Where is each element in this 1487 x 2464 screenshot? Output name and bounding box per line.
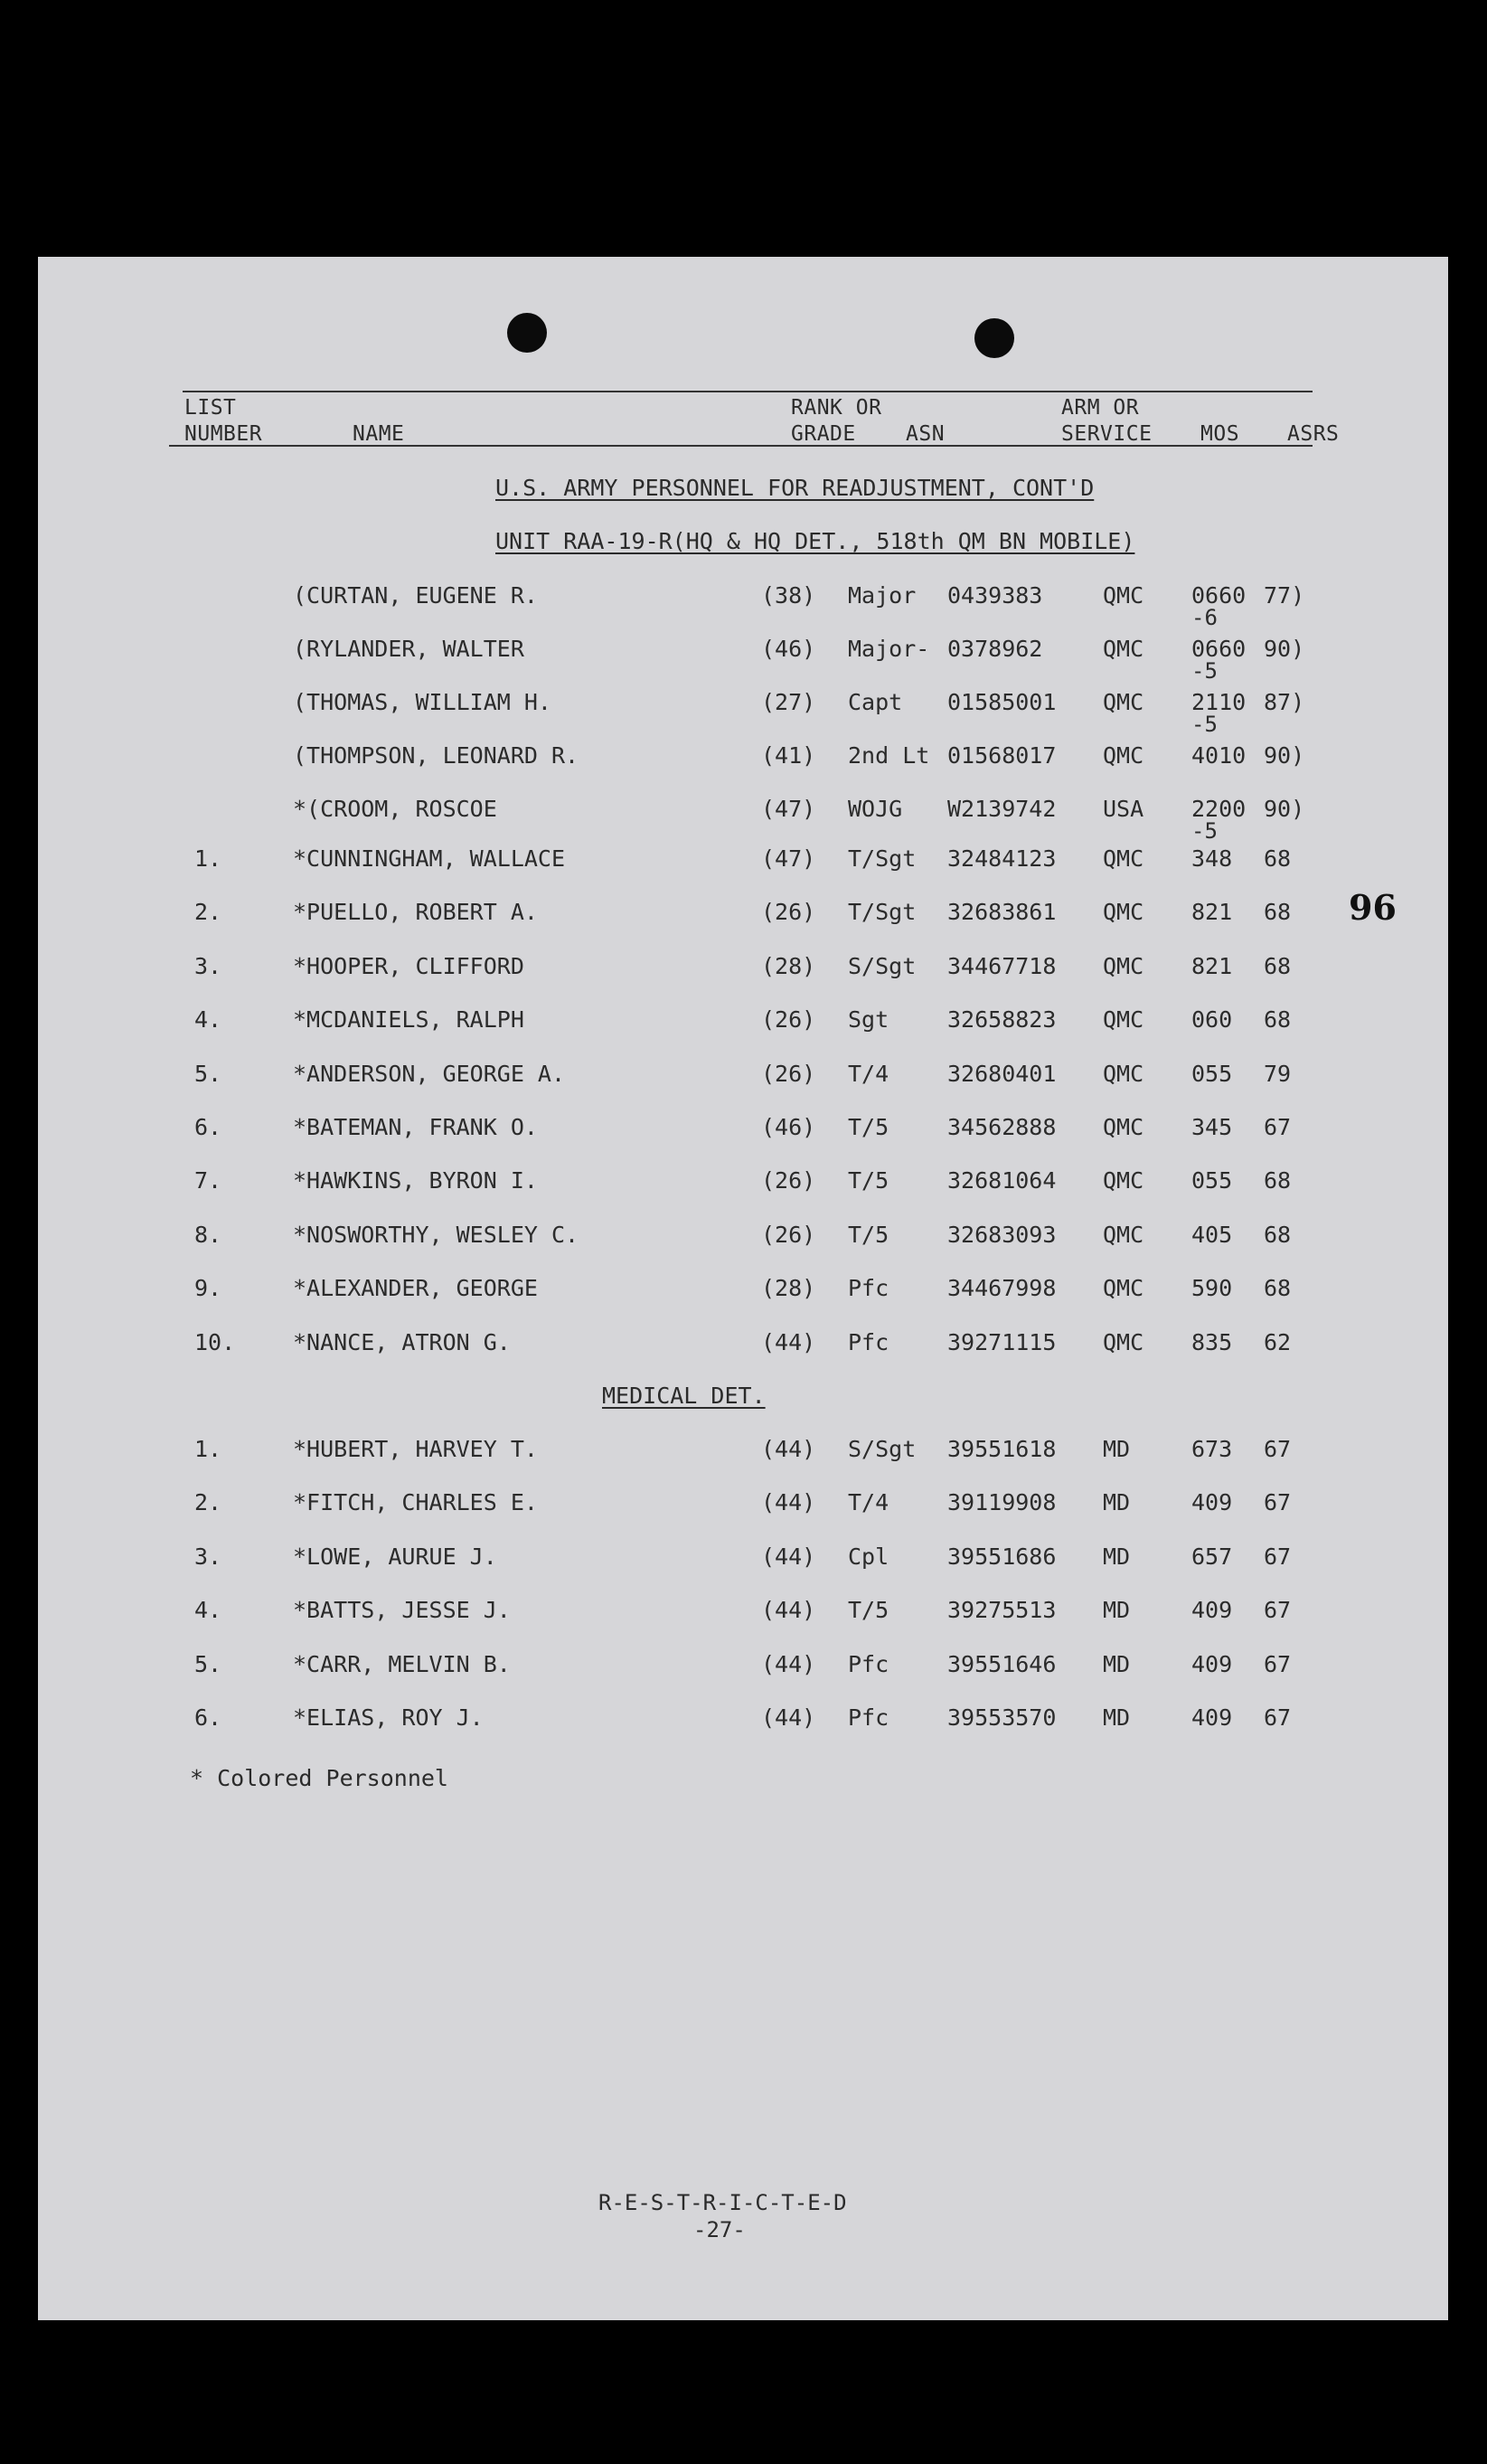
cell-mos: 835	[1191, 1328, 1233, 1355]
cell-age: (47)	[761, 796, 816, 822]
cell-arm: MD	[1103, 1543, 1131, 1570]
cell-mos: 4010	[1191, 742, 1247, 769]
cell-arm: USA	[1103, 796, 1144, 822]
cell-asn: 32680401	[947, 1060, 1057, 1087]
cell-age: (44)	[761, 1543, 816, 1570]
cell-age: (46)	[761, 636, 816, 662]
cell-rank: T/5	[848, 1114, 889, 1140]
cell-asrs: 68	[1264, 1221, 1292, 1248]
header-asrs-label: ASRS	[1287, 422, 1340, 446]
cell-rank: T/4	[848, 1489, 889, 1516]
cell-asrs: 79	[1264, 1060, 1292, 1087]
cell-age: (44)	[761, 1650, 816, 1677]
cell-age: (38)	[761, 582, 816, 609]
cell-name: *ANDERSON, GEORGE A.	[293, 1060, 566, 1087]
cell-mos: 405	[1191, 1221, 1233, 1248]
cell-age: (47)	[761, 845, 816, 872]
cell-mos: 657	[1191, 1543, 1233, 1570]
unit-heading: UNIT RAA-19-R(HQ & HQ DET., 518th QM BN MOBILE)	[495, 528, 1135, 554]
cell-num: 4.	[194, 1597, 222, 1624]
cell-asrs: 90)	[1264, 636, 1305, 662]
cell-asn: 01585001	[947, 689, 1057, 715]
cell-arm: QMC	[1103, 952, 1144, 979]
cell-age: (26)	[761, 1167, 816, 1194]
cell-age: (41)	[761, 742, 816, 769]
cell-asn: 0378962	[947, 636, 1043, 662]
cell-asn: 34562888	[947, 1114, 1057, 1140]
cell-asn: 39551646	[947, 1650, 1057, 1677]
cell-arm: QMC	[1103, 845, 1144, 872]
cell-age: (28)	[761, 952, 816, 979]
cell-age: (26)	[761, 899, 816, 926]
cell-mos: 409	[1191, 1704, 1233, 1731]
cell-mos: 345	[1191, 1114, 1233, 1140]
cell-age: (46)	[761, 1114, 816, 1140]
cell-rank: T/4	[848, 1060, 889, 1087]
page-number: -27-	[693, 2217, 746, 2242]
cell-mos-suffix: -5	[1191, 818, 1218, 844]
cell-asrs: 68	[1264, 1167, 1292, 1194]
cell-mos: 590	[1191, 1275, 1233, 1302]
header-name-label: NAME	[353, 422, 405, 446]
header-mos-label: MOS	[1200, 422, 1240, 446]
cell-mos: 2110	[1191, 689, 1247, 715]
cell-name: *CUNNINGHAM, WALLACE	[293, 845, 566, 872]
cell-age: (44)	[761, 1489, 816, 1516]
header-asn-label: ASN	[906, 422, 946, 446]
cell-name: *HUBERT, HARVEY T.	[293, 1436, 538, 1462]
cell-arm: QMC	[1103, 1221, 1144, 1248]
cell-asrs: 67	[1264, 1436, 1292, 1462]
cell-num: 1.	[194, 845, 222, 872]
cell-asrs: 87)	[1264, 689, 1305, 715]
cell-age: (26)	[761, 1221, 816, 1248]
cell-age: (28)	[761, 1275, 816, 1302]
cell-asn: 39275513	[947, 1597, 1057, 1624]
cell-asn: 32683093	[947, 1221, 1057, 1248]
cell-rank: T/Sgt	[848, 845, 917, 872]
cell-mos: 409	[1191, 1597, 1233, 1624]
cell-asn: W2139742	[947, 796, 1057, 822]
cell-asrs: 67	[1264, 1543, 1292, 1570]
header-list-label: LIST	[184, 396, 237, 420]
cell-num: 2.	[194, 899, 222, 926]
cell-mos: 055	[1191, 1060, 1233, 1087]
cell-name: *PUELLO, ROBERT A.	[293, 899, 538, 926]
cell-asrs: 90)	[1264, 796, 1305, 822]
cell-num: 4.	[194, 1006, 222, 1034]
cell-arm: QMC	[1103, 1006, 1144, 1034]
cell-rank: Pfc	[848, 1275, 889, 1302]
cell-arm: MD	[1103, 1704, 1131, 1731]
cell-rank: 2nd Lt	[848, 742, 930, 769]
cell-name: (THOMAS, WILLIAM H.	[293, 689, 551, 715]
cell-asn: 39551686	[947, 1543, 1057, 1570]
cell-num: 9.	[194, 1275, 222, 1302]
cell-asn: 34467998	[947, 1275, 1057, 1302]
cell-rank: Major-	[848, 636, 930, 662]
cell-asn: 39553570	[947, 1704, 1057, 1731]
cell-name: *BATEMAN, FRANK O.	[293, 1114, 538, 1140]
cell-arm: QMC	[1103, 1328, 1144, 1355]
cell-rank: S/Sgt	[848, 1436, 917, 1462]
cell-mos: 0660	[1191, 582, 1247, 609]
cell-arm: QMC	[1103, 582, 1144, 609]
cell-asn: 32683861	[947, 899, 1057, 926]
cell-asrs: 68	[1264, 899, 1292, 926]
cell-asn: 39119908	[947, 1489, 1057, 1516]
cell-asn: 34467718	[947, 952, 1057, 979]
cell-num: 2.	[194, 1489, 222, 1516]
cell-mos: 821	[1191, 952, 1233, 979]
header-bottom-rule	[169, 445, 1313, 447]
cell-asrs: 67	[1264, 1650, 1292, 1677]
cell-mos: 821	[1191, 899, 1233, 926]
cell-asn: 39551618	[947, 1436, 1057, 1462]
cell-mos-suffix: -5	[1191, 658, 1218, 684]
cell-arm: MD	[1103, 1489, 1131, 1516]
footnote: * Colored Personnel	[190, 1765, 448, 1791]
cell-mos: 348	[1191, 845, 1233, 872]
cell-asrs: 67	[1264, 1704, 1292, 1731]
header-top-rule	[183, 391, 1313, 392]
cell-rank: WOJG	[848, 796, 903, 822]
cell-num: 7.	[194, 1167, 222, 1194]
cell-name: *NOSWORTHY, WESLEY C.	[293, 1221, 579, 1248]
cell-asn: 32681064	[947, 1167, 1057, 1194]
cell-asrs: 67	[1264, 1597, 1292, 1624]
cell-num: 3.	[194, 952, 222, 979]
cell-mos: 409	[1191, 1650, 1233, 1677]
cell-asrs: 68	[1264, 1006, 1292, 1034]
cell-age: (26)	[761, 1006, 816, 1034]
cell-arm: MD	[1103, 1650, 1131, 1677]
document-page	[38, 257, 1448, 2320]
cell-arm: QMC	[1103, 1167, 1144, 1194]
classification-marking: R-E-S-T-R-I-C-T-E-D	[598, 2190, 847, 2215]
cell-mos: 2200	[1191, 796, 1247, 822]
cell-mos-suffix: -5	[1191, 712, 1218, 737]
cell-rank: T/Sgt	[848, 899, 917, 926]
cell-num: 5.	[194, 1060, 222, 1087]
cell-name: *ELIAS, ROY J.	[293, 1704, 484, 1731]
cell-mos: 673	[1191, 1436, 1233, 1462]
header-arm-label: ARM OR	[1061, 396, 1140, 420]
cell-name: (CURTAN, EUGENE R.	[293, 582, 538, 609]
cell-mos: 060	[1191, 1006, 1233, 1034]
cell-num: 6.	[194, 1704, 222, 1731]
cell-asrs: 68	[1264, 1275, 1292, 1302]
cell-asrs: 67	[1264, 1114, 1292, 1140]
cell-arm: QMC	[1103, 742, 1144, 769]
cell-name: *ALEXANDER, GEORGE	[293, 1275, 538, 1302]
cell-arm: MD	[1103, 1436, 1131, 1462]
cell-age: (44)	[761, 1704, 816, 1731]
cell-rank: Pfc	[848, 1704, 889, 1731]
cell-age: (26)	[761, 1060, 816, 1087]
cell-name: *NANCE, ATRON G.	[293, 1328, 511, 1355]
cell-rank: S/Sgt	[848, 952, 917, 979]
cell-name: *LOWE, AURUE J.	[293, 1543, 497, 1570]
cell-name: *HOOPER, CLIFFORD	[293, 952, 524, 979]
cell-rank: T/5	[848, 1221, 889, 1248]
cell-name: *HAWKINS, BYRON I.	[293, 1167, 538, 1194]
cell-age: (27)	[761, 689, 816, 715]
cell-mos: 055	[1191, 1167, 1233, 1194]
cell-name: (THOMPSON, LEONARD R.	[293, 742, 579, 769]
cell-arm: QMC	[1103, 689, 1144, 715]
cell-asrs: 62	[1264, 1328, 1292, 1355]
cell-age: (44)	[761, 1597, 816, 1624]
cell-arm: QMC	[1103, 636, 1144, 662]
cell-num: 6.	[194, 1114, 222, 1140]
cell-arm: QMC	[1103, 899, 1144, 926]
cell-asrs: 77)	[1264, 582, 1305, 609]
cell-name: *CARR, MELVIN B.	[293, 1650, 511, 1677]
cell-asn: 39271115	[947, 1328, 1057, 1355]
cell-arm: QMC	[1103, 1275, 1144, 1302]
cell-name: *MCDANIELS, RALPH	[293, 1006, 524, 1034]
cell-age: (44)	[761, 1436, 816, 1462]
cell-rank: Capt	[848, 689, 903, 715]
header-service-label: SERVICE	[1061, 422, 1153, 446]
cell-arm: MD	[1103, 1597, 1131, 1624]
cell-asn: 0439383	[947, 582, 1043, 609]
cell-mos: 409	[1191, 1489, 1233, 1516]
cell-age: (44)	[761, 1328, 816, 1355]
cell-num: 1.	[194, 1436, 222, 1462]
cell-mos: 0660	[1191, 636, 1247, 662]
cell-asrs: 90)	[1264, 742, 1305, 769]
cell-asrs: 67	[1264, 1489, 1292, 1516]
cell-asrs: 68	[1264, 952, 1292, 979]
cell-num: 3.	[194, 1543, 222, 1570]
cell-rank: T/5	[848, 1597, 889, 1624]
header-grade-label: GRADE	[791, 422, 856, 446]
cell-num: 5.	[194, 1650, 222, 1677]
medical-heading: MEDICAL DET.	[602, 1383, 766, 1409]
cell-rank: Pfc	[848, 1328, 889, 1355]
cell-asn: 32484123	[947, 845, 1057, 872]
cell-rank: Cpl	[848, 1543, 889, 1570]
cell-rank: Pfc	[848, 1650, 889, 1677]
cell-rank: Major	[848, 582, 917, 609]
cell-arm: QMC	[1103, 1114, 1144, 1140]
cell-name: (RYLANDER, WALTER	[293, 636, 524, 662]
punch-hole-left	[507, 313, 547, 353]
cell-name: *(CROOM, ROSCOE	[293, 796, 497, 822]
header-number-label: NUMBER	[184, 422, 263, 446]
cell-num: 8.	[194, 1221, 222, 1248]
cell-mos-suffix: -6	[1191, 605, 1218, 630]
cell-num: 10.	[194, 1328, 236, 1355]
cell-asrs: 68	[1264, 845, 1292, 872]
page-stamp-number: 96	[1349, 887, 1397, 928]
cell-name: *FITCH, CHARLES E.	[293, 1489, 538, 1516]
document-title: U.S. ARMY PERSONNEL FOR READJUSTMENT, CONT'D	[495, 475, 1095, 501]
cell-rank: Sgt	[848, 1006, 889, 1034]
cell-rank: T/5	[848, 1167, 889, 1194]
header-rank-label: RANK OR	[791, 396, 882, 420]
punch-hole-right	[974, 318, 1014, 358]
cell-asn: 01568017	[947, 742, 1057, 769]
cell-asn: 32658823	[947, 1006, 1057, 1034]
cell-arm: QMC	[1103, 1060, 1144, 1087]
cell-name: *BATTS, JESSE J.	[293, 1597, 511, 1624]
